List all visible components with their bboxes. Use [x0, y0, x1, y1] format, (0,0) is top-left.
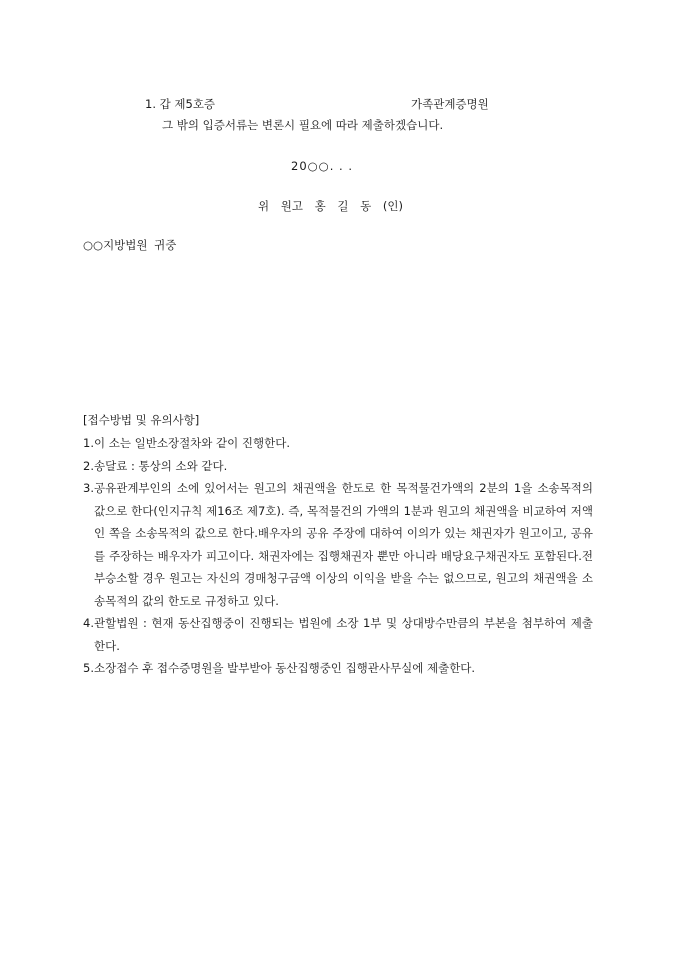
filing-notes-title: [접수방법 및 유의사항]	[83, 413, 200, 427]
court-addressee: ○○지방법원 귀중	[83, 238, 177, 252]
note-number: 3.	[83, 481, 94, 495]
note-number: 2.	[83, 458, 94, 473]
evidence-label: 1. 갑 제5호증	[145, 97, 216, 111]
plaintiff-signature: 위 원고 홍 길 동 (인)	[258, 199, 404, 213]
note-text: 이 소는 일반소장절차와 같이 진행한다.	[94, 436, 291, 450]
note-item	[83, 612, 593, 657]
note-text: 송달료 : 통상의 소와 같다.	[94, 458, 228, 473]
note-text: 소장접수 후 접수증명원을 발부받아 동산집행중인 집행관사무실에 제출한다.	[94, 661, 476, 675]
note-text: 공유관계부인의 소에 있어서는 원고의 채권액을 한도로 한 목적물건가액의 2분의 1을 소송목적의 값으로 한다(인지규칙 제16조 제7호). 즉, 목적물건의 가액의 1분과 원고의 채권액을 비교하여 저액인 쪽을 소송목적의 값으로 한다.배우자의 공유 주장에 대하여 이의가 있는 채권자가 원고이고, 공유를 주장하는 배우자가 피고이다. 채권자에는 집행채권자 뿐만 아니라 배당요구채권자도 포함된다.전부승소할 경우 원고는 자신의 경매청구금액 이상의 이익을 받을 수는 없으므로, 원고의 채권액을 소송목적의 값의 한도로 규정하고 있다.	[94, 481, 593, 608]
filing-notes-section	[83, 412, 593, 680]
note-item	[83, 657, 593, 680]
evidence-document-name: 가족관계증명원	[411, 97, 489, 111]
note-number: 1.	[83, 436, 94, 450]
filing-date: 20○○. . .	[291, 159, 353, 173]
note-number: 5.	[83, 661, 94, 675]
evidence-note: 그 밖의 입증서류는 변론시 필요에 따라 제출하겠습니다.	[162, 118, 444, 132]
note-item	[83, 432, 593, 455]
note-number: 4.	[83, 616, 94, 630]
note-item	[83, 455, 593, 478]
note-item	[83, 477, 593, 612]
note-text: 관할법원 : 현재 동산집행중이 진행되는 법원에 소장 1부 및 상대방수만큼의 부본을 첨부하여 제출한다.	[94, 616, 593, 653]
